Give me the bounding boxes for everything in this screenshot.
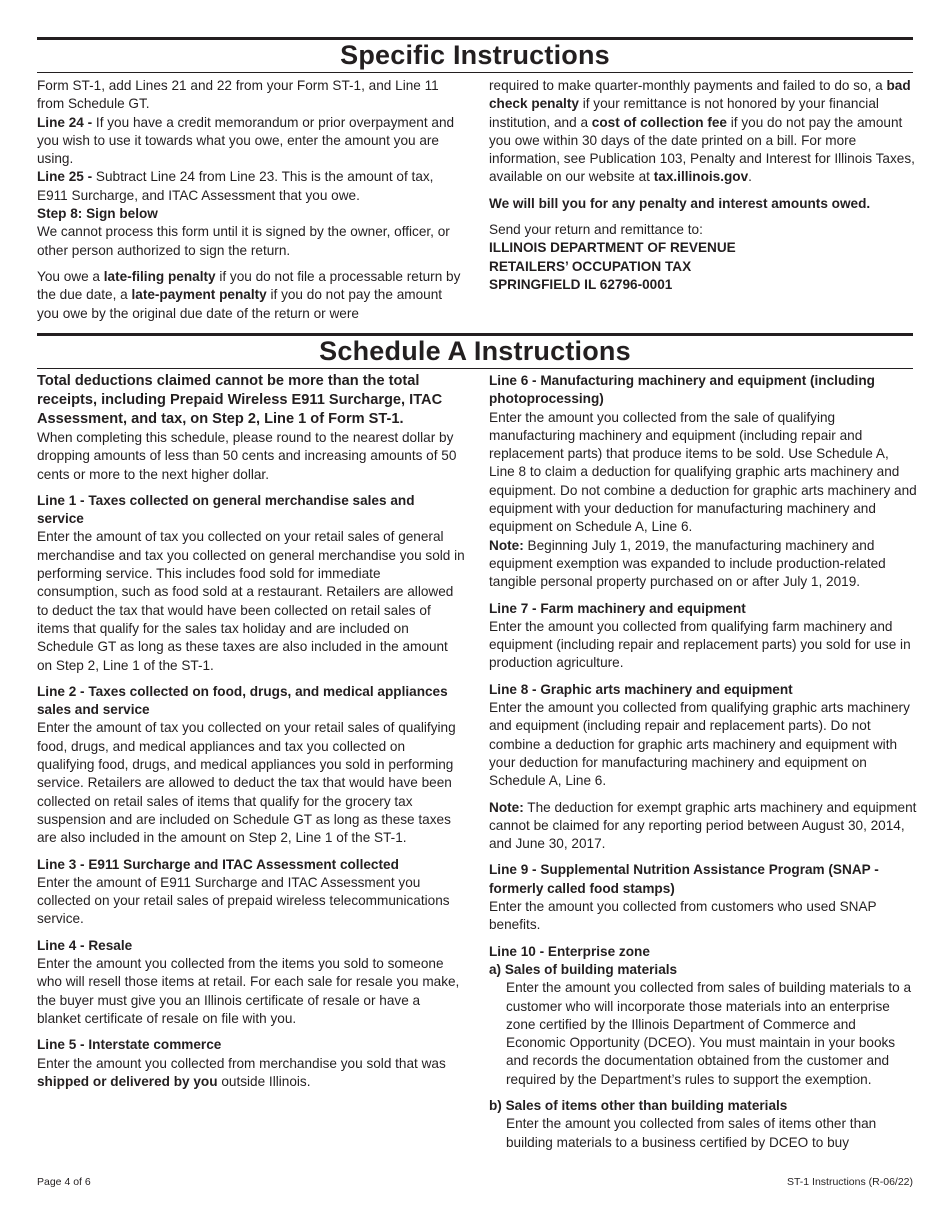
schedule-a-title: Schedule A Instructions: [319, 336, 631, 366]
cont-text-c: if your remittance is not honored by your financial institution, and a: [489, 96, 879, 130]
line6-heading: Line 6 - Manufacturing machinery and equipment (including photoprocessing): [489, 373, 875, 407]
address-line-3: SPRINGFIELD IL 62796-0001: [489, 276, 673, 292]
address-line-2: RETAILERS’ OCCUPATION TAX: [489, 258, 692, 274]
line8-note: [489, 799, 917, 854]
line8-note-text: The deduction for exempt graphic arts machinery and equipment cannot be claimed for any reporting period between August 30, 2014, and June 30, 2017.: [489, 799, 917, 852]
bad-check-penalty: bad check penalty: [489, 78, 911, 112]
specific-left-column: [37, 77, 465, 323]
schedule-left-column: [37, 372, 465, 1091]
specific-instructions-header: [37, 37, 913, 73]
send-return-label: Send your return and remittance to:: [489, 222, 703, 238]
late-filing-penalty: late-filing penalty: [103, 268, 216, 284]
line24-label: Line 24 -: [37, 114, 93, 130]
line10b-text: Enter the amount you collected from sales of items other than building materials to a business certified by DCEO to buy: [506, 1116, 877, 1150]
line25-paragraph: [37, 168, 465, 205]
line1-text: Enter the amount of tax you collected on your retail sales of general merchandise and tax you collected on general merchandise you sold in performing service. This includes food sold for immediate consumption, such as food sold at a restaurant. Retailers are allowed to deduct the tax that would have been collected on retail sales of items that qualify for the sales tax holiday and are included on Schedule GT as long as these taxes are also included in the amount on Step 2, Line 1 of the ST-1.: [37, 529, 465, 673]
line3-text: Enter the amount of E911 Surcharge and ITAC Assessment you collected on your retail sales of prepaid wireless telecommunications service.: [37, 874, 450, 927]
penalty-continuation: [489, 77, 917, 187]
total-deductions-notice: Total deductions claimed cannot be more than the total receipts, including Prepaid Wireless E911 Surcharge, ITAC Assessment, and tax, on Step 2, Line 1 of Form ST-1.: [37, 373, 443, 427]
line4-heading: Line 4 - Resale: [37, 937, 133, 953]
line6-note: [489, 537, 917, 592]
line2-text: Enter the amount of tax you collected on your retail sales of qualifying food, drugs, and medical appliances and tax you collected on qualifying food, drugs, and medical appliances you sold in performing service. Retailers are allowed to deduct the tax that would have been collected on retail sales of items that qualify for the grocery tax suspension and are included on Schedule GT as long as these taxes are also included in the amount on Step 2, Line 1 of the ST-1.: [37, 720, 456, 846]
line5-text: [37, 1055, 465, 1092]
line6-note-label: Note:: [489, 537, 524, 553]
rounding-instructions: When completing this schedule, please round to the nearest dollar by dropping amounts of less than 50 cents and increasing amounts of 50 cents or more to the next higher dollar.: [37, 430, 457, 482]
website-link[interactable]: tax.illinois.gov: [653, 169, 749, 185]
line5-shipped-bold: shipped or delivered by you: [37, 1073, 218, 1089]
line8-note-label: Note:: [489, 799, 524, 815]
penalty-text-e: if you do not pay the amount you owe by the original due date of the return or were: [37, 287, 443, 321]
line25-text: Subtract Line 24 from Line 23. This is the amount of tax, E911 Surcharge, and ITAC Assessment that you owe.: [37, 169, 434, 203]
cont-text-a: required to make quarter-monthly payments and failed to do so, a: [489, 78, 887, 93]
line3-heading: Line 3 - E911 Surcharge and ITAC Assessment collected: [37, 856, 399, 872]
line8-heading: Line 8 - Graphic arts machinery and equipment: [489, 681, 793, 697]
page-number: Page 4 of 6: [37, 1176, 91, 1188]
bill-notice: We will bill you for any penalty and interest amounts owed.: [489, 195, 871, 211]
line5-text-c: outside Illinois.: [217, 1073, 311, 1089]
line7-text: Enter the amount you collected from qualifying farm machinery and equipment (including repair and replacement parts) you sold for use in production agriculture.: [489, 618, 911, 671]
address-line-1: ILLINOIS DEPARTMENT OF REVENUE: [489, 240, 736, 256]
penalty-text-a: You owe a: [37, 268, 104, 284]
form-identifier: ST-1 Instructions (R-06/22): [786, 1176, 913, 1188]
line5-text-a: Enter the amount you collected from merchandise you sold that was: [37, 1055, 446, 1071]
late-payment-penalty: late-payment penalty: [131, 287, 267, 303]
line24-text: If you have a credit memorandum or prior overpayment and you wish to use it towards what you owe, enter the amount you are using.: [37, 114, 455, 167]
cost-of-collection-fee: cost of collection fee: [591, 114, 727, 130]
line6-note-text: Beginning July 1, 2019, the manufacturing machinery and equipment exemption was expanded to include production-related tangible personal property purchased on or after July 1, 2019.: [489, 537, 886, 590]
schedule-right-column: [489, 372, 917, 1152]
line25-label: Line 25 -: [37, 169, 93, 185]
line5-heading: Line 5 - Interstate commerce: [37, 1037, 222, 1053]
line6-text: Enter the amount you collected from the sale of qualifying manufacturing machinery and equipment (including repair and replacement parts) that produce items to be sold. Use Schedule A, Line 8 to claim a deduction for qualifying graphic arts machinery and equipment. Do not combine a deduction for graphic arts machinery and equipment with your deduction for manufacturing machinery and equipment on Schedule A, Line 6.: [489, 409, 917, 535]
line10a-text: Enter the amount you collected from sales of building materials to a customer who will incorporate those materials into an enterprise zone certified by the Illinois Department of Commerce and Economic Opportunity (DCEO). You must maintain in your books and records the documentation obtained from the customer and required by the Department’s rules to support the exemption.: [506, 980, 912, 1087]
schedule-a-header: [37, 333, 913, 369]
line1-heading: Line 1 - Taxes collected on general merchandise sales and service: [37, 492, 415, 527]
line24-paragraph: [37, 114, 465, 169]
line9-text: Enter the amount you collected from customers who used SNAP benefits.: [489, 899, 877, 933]
cont-text-e: if you do not pay the amount you owe within 30 days of the date printed on a bill. For more information, see Publication 103, Penalty and Interest for Illinois Taxes, available on our website at: [489, 114, 915, 185]
line7-heading: Line 7 - Farm machinery and equipment: [489, 600, 746, 616]
penalty-text-c: if you do not file a processable return by the due date, a: [37, 268, 461, 303]
specific-instructions-title: Specific Instructions: [340, 40, 610, 70]
step8-text: We cannot process this form until it is signed by the owner, officer, or other person authorized to sign the return.: [37, 224, 450, 258]
line9-heading: Line 9 - Supplemental Nutrition Assistance Program (SNAP - formerly called food stamps): [489, 862, 879, 896]
line10-heading: Line 10 - Enterprise zone: [489, 943, 650, 959]
form-st1-continuation: Form ST-1, add Lines 21 and 22 from your Form ST-1, and Line 11 from Schedule GT.: [37, 78, 439, 112]
step8-heading: Step 8: Sign below: [37, 206, 158, 222]
penalty-paragraph: [37, 268, 465, 323]
specific-right-column: [489, 77, 917, 294]
line10a-heading: a) Sales of building materials: [489, 961, 678, 977]
line2-heading: Line 2 - Taxes collected on food, drugs, and medical appliances sales and service: [37, 683, 448, 718]
line4-text: Enter the amount you collected from the items you sold to someone who will resell those items at retail. For each sale for resale you make, the buyer must give you an Illinois certificate of resale or have a blanket certificate of resale on file with you.: [37, 956, 460, 1026]
cont-text-g: .: [748, 169, 752, 185]
line8-text: Enter the amount you collected from qualifying graphic arts machinery and equipment (including repair and replacement parts). Do not combine a deduction for graphic arts machinery and equipment with your deduction for manufacturing machinery and equipment on Schedule A, Line 6.: [489, 700, 910, 789]
line10b-heading: b) Sales of items other than building materials: [489, 1097, 788, 1113]
